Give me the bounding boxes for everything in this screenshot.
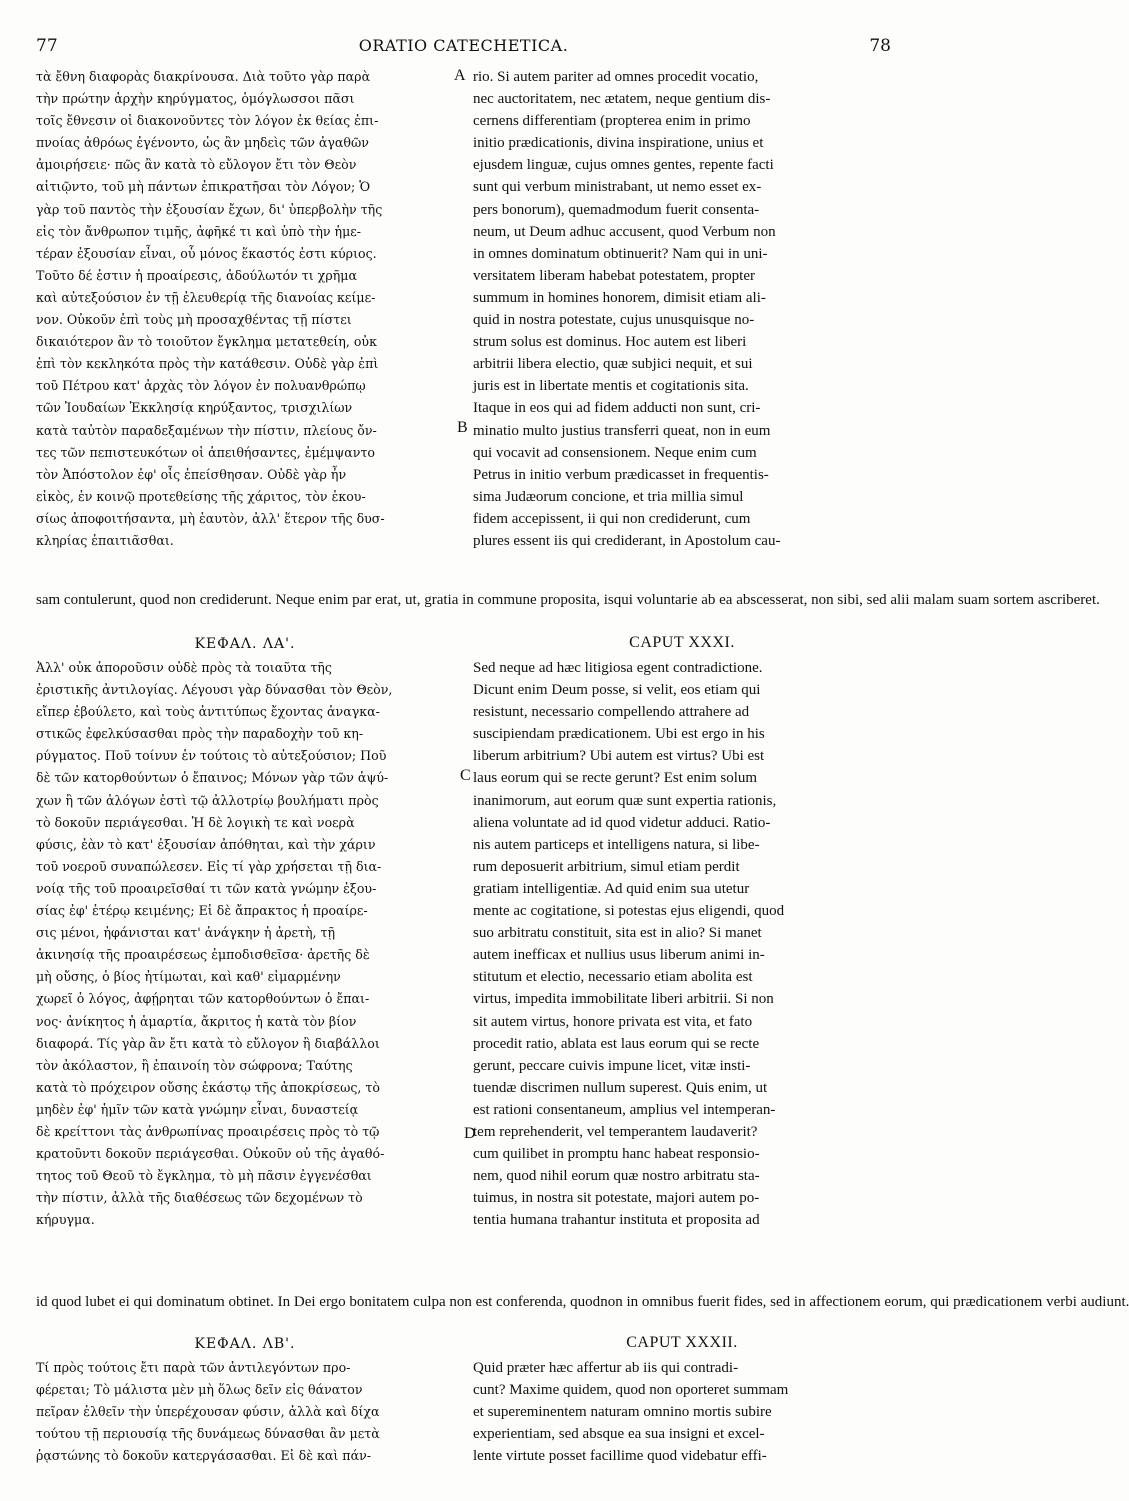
margin-letter-b: B bbox=[457, 419, 468, 436]
latin-text-line: liberum arbitrium? Ubi autem est virtus? Ubi est bbox=[473, 748, 765, 765]
margin-letter-a: A bbox=[454, 67, 466, 84]
margin-letter-c: C bbox=[460, 767, 471, 784]
chapter-heading-greek-31: ΚΕΦΑΛ. ΛΑ'. bbox=[194, 636, 296, 652]
greek-text-line: δικαιότερον ἂν τὸ τοιοῦτον ἔγκλημα μετατεθείη, οὐκ bbox=[36, 334, 377, 350]
greek-text-line: ἀκινησίᾳ τῆς προαιρέσεως ἐμποδισθεῖσα· ἀρετῆς δὲ bbox=[36, 947, 370, 963]
latin-text-line: experientiam, sed absque ea sua insigni et excel- bbox=[473, 1426, 765, 1443]
latin-text-line: tuendæ discrimen nullum superest. Quis enim, ut bbox=[473, 1079, 768, 1096]
latin-text-line: cunt? Maxime quidem, quod non oporteret summam bbox=[473, 1382, 789, 1399]
margin-letter-d: D bbox=[464, 1125, 476, 1142]
latin-text-line: quid in nostra potestate, cujus unusquisque no- bbox=[473, 312, 755, 329]
latin-text-line: summum in homines honorem, dimisit etiam ali- bbox=[473, 289, 766, 306]
greek-text-line: Τί πρὸς τούτοις ἔτι παρὰ τῶν ἀντιλεγόντων προ- bbox=[36, 1360, 351, 1375]
greek-text-line: στικῶς ἐφελκύσασθαι πρὸς τὴν παραδοχὴν τοῦ κη- bbox=[36, 726, 364, 742]
latin-text-line: lente virtute posset facillime quod videbatur effi- bbox=[473, 1448, 767, 1465]
greek-text-line: χων ἢ τῶν ἀλόγων ἐστὶ τῷ ἀλλοτρίῳ βουλήματι πρὸς bbox=[36, 792, 379, 808]
latin-text-line: Dicunt enim Deum posse, si velit, eos etiam qui bbox=[473, 682, 761, 699]
greek-text-line: ρύγματος. Ποῦ τοίνυν ἐν τούτοις τὸ αὐτεξούσιον; Ποῦ bbox=[36, 748, 387, 764]
greek-text-line: μηδὲν ἐφ' ἡμῖν τῶν κατὰ γνώμην εἶναι, δυναστείᾳ bbox=[36, 1101, 359, 1117]
greek-text-line: ἐπὶ τὸν κεκληκότα πρὸς τὴν κατάθεσιν. Οὐδὲ γὰρ ἐπὶ bbox=[36, 356, 379, 372]
latin-text-line: sunt qui verbum ministrabant, ut nemo esset ex- bbox=[473, 179, 762, 196]
latin-text-line: sima Judæorum concione, et tria millia simul bbox=[473, 488, 744, 505]
greek-text-line: ῥᾳστώνης τὸ δοκοῦν κατεργάσασθαι. Εἰ δὲ καὶ πάν- bbox=[36, 1448, 372, 1464]
latin-text-line: arbitrii libera electio, quæ subjici nequit, et sui bbox=[473, 356, 753, 373]
latin-text-line: versitatem liberam habebat potestatem, propter bbox=[473, 267, 755, 284]
greek-text-line: τοῖς ἔθνεσιν οἱ διακονοῦντες τὸν λόγον ἐκ θείας ἐπι- bbox=[36, 113, 379, 129]
greek-text-line: τὸν ἀκόλαστον, ἢ ἐπαινοίη τὸν σώφρονα; Ταύτης bbox=[36, 1057, 353, 1073]
greek-text-line: σίως ἀποφοιτήσαντα, μὴ ἑαυτὸν, ἀλλ' ἕτερον τῆς δυσ- bbox=[36, 510, 385, 526]
greek-text-line: τὴν πίστιν, ἀλλὰ τῆς διαθέσεως τῶν δεχομένων τὸ bbox=[36, 1190, 363, 1206]
greek-text-line: τέραν ἐξουσίαν εἶναι, οὗ μόνος ἕκαστός ἐστι κύριος. bbox=[36, 245, 377, 261]
latin-text-line: laus eorum qui se recte gerunt? Est enim solum bbox=[473, 770, 758, 787]
latin-text-line: rum deposuerit arbitrium, simul etiam perdit bbox=[473, 858, 740, 875]
greek-text-line: κατὰ τὸ πρόχειρον οὔσης ἑκάστῳ τῆς ἀποκρίσεως, τὸ bbox=[36, 1079, 380, 1095]
greek-text-line: τοῦ Πέτρου κατ' ἀρχὰς τὸν λόγον ἐν πολυανθρώπῳ bbox=[36, 378, 366, 394]
greek-text-line: τούτου τῇ περιουσίᾳ τῆς δυνάμεως δύνασθαι ἂν μετὰ bbox=[36, 1426, 380, 1442]
latin-text-line: non in omnibus fuerit fides, sed in affectionem eorum, qui prædicationem verbi audiunt. bbox=[600, 1294, 1129, 1310]
latin-text-line: Quid præter hæc affertur ab iis qui contradi- bbox=[473, 1360, 739, 1376]
page-number-left: 77 bbox=[36, 36, 58, 56]
latin-text-line: virtus, impedita immobilitate liberi arbitrii. Si non bbox=[473, 991, 774, 1008]
latin-text-line: autem inefficax et nullius usus liberum animi in- bbox=[473, 947, 765, 964]
latin-text-line: sit autem virtus, honore privata est vita, et fato bbox=[473, 1013, 753, 1030]
greek-text-line: κήρυγμα. bbox=[36, 1212, 95, 1228]
greek-text-line: τὸν Ἀπόστολον ἐφ' οἷς ἐπείσθησαν. Οὐδὲ γὰρ ἦν bbox=[36, 466, 347, 482]
greek-text-line: τῶν Ἰουδαίων Ἐκκλησίᾳ κηρύξαντος, τρισχιλίων bbox=[36, 400, 353, 416]
running-title: ORATIO CATECHETICA. bbox=[358, 36, 569, 55]
greek-text-line: κληρίας ἐπαιτιᾶσθαι. bbox=[36, 532, 174, 548]
latin-text-line: qui vocavit ad consensionem. Neque enim cum bbox=[473, 444, 757, 461]
greek-text-line: καὶ αὐτεξούσιον ἐν τῇ ἐλευθερίᾳ τῆς διανοίας κείμε- bbox=[36, 289, 376, 305]
latin-text-line: strum solus est dominus. Hoc autem est liberi bbox=[473, 334, 747, 351]
full-width-latin-1 bbox=[36, 589, 1100, 611]
greek-text-line: εἰκὸς, ἐν κοινῷ προτεθείσης τῆς χάριτος, τὸν ἑκου- bbox=[36, 488, 366, 504]
greek-text-line: Τοῦτο δέ ἐστιν ἡ προαίρεσις, ἀδούλωτόν τι χρῆμα bbox=[36, 267, 357, 283]
latin-text-line: minatio multo justius transferri queat, non in eum bbox=[473, 422, 771, 439]
latin-text-line: et supereminentem naturam omnino mortis subire bbox=[473, 1404, 772, 1421]
greek-text-line: γὰρ τοῦ παντὸς τὴν ἐξουσίαν ἔχων, δι' ὑπερβολὴν τῆς bbox=[36, 201, 383, 217]
greek-text-line: τὰ ἔθνη διαφορὰς διακρίνουσα. Διὰ τοῦτο γὰρ παρὰ bbox=[36, 69, 371, 84]
latin-text-line: tem reprehenderit, vel temperantem laudaverit? bbox=[473, 1123, 758, 1140]
greek-text-line: πεῖραν ἐλθεῖν τὴν ὑπερέχουσαν φύσιν, ἀλλὰ καὶ δίχα bbox=[36, 1404, 380, 1420]
latin-text-line: resistunt, necessario compellendo attrahere ad bbox=[473, 704, 750, 721]
latin-text-line: rio. Si autem pariter ad omnes procedit vocatio, bbox=[473, 69, 759, 85]
greek-column-3 bbox=[36, 1357, 454, 1467]
greek-text-line: σίας ἐφ' ἑτέρῳ κειμένης; Εἰ δὲ ἄπρακτος ἡ προαίρε- bbox=[36, 903, 368, 919]
latin-text-line: est rationi consentaneum, amplius vel intemperan- bbox=[473, 1101, 776, 1118]
latin-text-line: inanimorum, aut eorum quæ sunt expertia rationis, bbox=[473, 792, 777, 809]
greek-text-line: τὸ δοκοῦν περιάγεσθαι. Ἡ δὲ λογικὴ τε καὶ νοερὰ bbox=[36, 814, 355, 830]
latin-text-line: neum, ut Deum adhuc accusent, quod Verbum non bbox=[473, 223, 776, 240]
greek-text-line: νος· ἀνίκητος ἡ ἁμαρτία, ἄκριτος ἡ κατὰ τὸν βίον bbox=[36, 1013, 357, 1029]
greek-text-line: αἰτιῷντο, τοῦ μὴ πάντων ἐπικρατῆσαι τὸν Λόγον; Ὁ bbox=[36, 179, 371, 195]
latin-column-2 bbox=[473, 657, 891, 1231]
greek-text-line: φέρεται; Τὸ μάλιστα μὲν μὴ ὅλως δεῖν εἰς θάνατον bbox=[36, 1382, 363, 1398]
greek-text-line: κρατοῦντι δοκοῦν περιάγεσθαι. Οὐκοῦν οὐ τῆς ἀγαθό- bbox=[36, 1146, 385, 1162]
latin-text-line: gerunt, peccare cuivis impune licet, vitæ insti- bbox=[473, 1057, 751, 1074]
latin-text-line: plures essent iis qui crediderant, in Apostolum cau- bbox=[473, 532, 781, 549]
latin-text-line: Sed neque ad hæc litigiosa egent contradictione. bbox=[473, 660, 763, 676]
latin-text-line: initio prædicationis, divina inspiratione, unius et bbox=[473, 135, 764, 152]
greek-text-line: τοῦ νοεροῦ συναπώλεσεν. Εἰς τί γὰρ χρήσεται τῇ δια- bbox=[36, 858, 382, 874]
latin-text-line: cum quilibet in promptu hanc habeat responsio- bbox=[473, 1146, 760, 1163]
greek-column-2 bbox=[36, 657, 454, 1231]
latin-column-3 bbox=[473, 1357, 891, 1467]
latin-text-line: nem, quod nihil eorum quæ nostro arbitratu sta- bbox=[473, 1168, 760, 1185]
greek-text-line: δὲ τῶν κατορθούντων ὁ ἔπαινος; Μόνων γὰρ τῶν ἀψύ- bbox=[36, 770, 389, 786]
full-width-latin-2 bbox=[36, 1291, 1129, 1313]
greek-text-line: εἰς τὸν ἄνθρωπον τιμῆς, ἀφῆκέ τι καὶ ὑπὸ τὴν ἡμε- bbox=[36, 223, 362, 239]
page-header bbox=[36, 36, 891, 60]
greek-text-line: εἴπερ ἐβούλετο, καὶ τοὺς ἀντιτύπως ἔχοντας ἀναγκα- bbox=[36, 704, 380, 720]
latin-text-line: id quod lubet ei qui dominatum obtinet. In Dei ergo bonitatem culpa non est conferenda, quod bbox=[36, 1294, 601, 1310]
latin-text-line: procedit ratio, ablata est laus eorum qui se recte bbox=[473, 1035, 760, 1052]
chapter-heading-latin-32: CAPUT XXXII. bbox=[626, 1334, 738, 1351]
greek-text-line: δὲ κρείττονι τὰς ἀνθρωπίνας προαιρέσεις πρὸς τὸ τῷ bbox=[36, 1123, 380, 1139]
greek-text-line: διαφορά. Τίς γὰρ ἂν ἔτι κατὰ τὸ εὔλογον ἢ διαβάλλοι bbox=[36, 1035, 380, 1051]
latin-text-line: sam contulerunt, quod non crediderunt. Neque enim par erat, ut, gratia in commune proposita, is bbox=[36, 592, 614, 608]
latin-text-line: fidem accepissent, ii qui non crediderunt, cum bbox=[473, 510, 751, 527]
latin-text-line: juris est in libertate mentis et cogitationis sita. bbox=[473, 378, 749, 395]
greek-column-1 bbox=[36, 66, 454, 552]
latin-text-line: suscipiendam prædicationem. Ubi est ergo in his bbox=[473, 726, 765, 743]
greek-text-line: τὴν πρώτην ἀρχὴν κηρύγματος, ὁμόγλωσσοι πᾶσι bbox=[36, 91, 355, 107]
greek-text-line: ἐριστικῆς ἀντιλογίας. Λέγουσι γὰρ δύνασθαι τὸν Θεὸν, bbox=[36, 682, 393, 698]
latin-text-line: tentia humana trahantur instituta et proposita ad bbox=[473, 1212, 760, 1229]
greek-text-line: πνοίας ἀθρόως ἐγένοντο, ὡς ἂν μηδεὶς τῶν ἀγαθῶν bbox=[36, 135, 369, 151]
latin-text-line: Itaque in eos qui ad fidem adducti non sunt, cri- bbox=[473, 400, 761, 417]
latin-text-line: stitutum et electio, necessario etiam abolita est bbox=[473, 969, 753, 986]
chapter-heading-latin-31: CAPUT XXXI. bbox=[629, 634, 735, 651]
greek-text-line: Ἀλλ' οὐκ ἀποροῦσιν οὐδὲ πρὸς τὰ τοιαῦτα τῆς bbox=[36, 660, 332, 675]
greek-text-line: χωρεῖ ὁ λόγος, ἀφῄρηται τῶν κατορθούντων ὁ ἔπαι- bbox=[36, 991, 370, 1007]
greek-text-line: σις μένοι, ἠφάνισται κατ' ἀνάγκην ἡ ἀρετὴ, τῇ bbox=[36, 925, 336, 941]
latin-text-line: suo arbitratu constituit, sita est in alio? Si manet bbox=[473, 925, 762, 942]
latin-text-line: ejusdem linguæ, cujus omnes gentes, repente facti bbox=[473, 157, 774, 174]
latin-text-line: pers bonorum), quemadmodum fuerit consenta- bbox=[473, 201, 760, 218]
latin-text-line: qui voluntarie ab ea abscesserat, non sibi, sed alii malam suam sortem ascriberet. bbox=[613, 592, 1100, 608]
latin-text-line: aliena voluntate ad id quod videtur adduci. Ratio- bbox=[473, 814, 771, 831]
greek-text-line: μὴ οὔσης, ὁ βίος ἠτίμωται, καὶ καθ' εἱμαρμένην bbox=[36, 969, 341, 985]
chapter-heading-greek-32: ΚΕΦΑΛ. ΛΒ'. bbox=[194, 1336, 296, 1352]
latin-text-line: mente ac cogitatione, si potestas ejus eligendi, quod bbox=[473, 903, 785, 920]
latin-text-line: gratiam intelligentiæ. Ad quid enim sua utetur bbox=[473, 880, 750, 897]
page-number-right: 78 bbox=[869, 36, 891, 56]
greek-text-line: φύσις, ἐὰν τὸ κατ' ἐξουσίαν ἀπόθηται, καὶ τὴν χάριν bbox=[36, 836, 376, 852]
latin-column-1 bbox=[473, 66, 891, 552]
latin-text-line: nec auctoritatem, nec ætatem, neque gentium dis- bbox=[473, 91, 771, 108]
greek-text-line: τητος τοῦ Θεοῦ τὸ ἔγκλημα, τὸ μὴ πᾶσιν ἐγγενέσθαι bbox=[36, 1168, 372, 1184]
latin-text-line: in omnes dominatum obtinuerit? Nam qui in uni- bbox=[473, 245, 768, 262]
latin-text-line: cernens differentiam (propterea enim in primo bbox=[473, 113, 751, 130]
latin-text-line: nis autem particeps et intelligens natura, si libe- bbox=[473, 836, 760, 853]
latin-text-line: tuimus, in nostra sit potestate, majori autem po- bbox=[473, 1190, 760, 1207]
greek-text-line: νοίᾳ τῆς τοῦ προαιρεῖσθαί τι τῶν κατὰ γνώμην ἐξου- bbox=[36, 880, 377, 896]
greek-text-line: ἀμοιρήσειε· πῶς ἂν κατὰ τὸ εὔλογον ἔτι τὸν Θεὸν bbox=[36, 157, 357, 173]
greek-text-line: τες τῶν πεπιστευκότων οἱ ἀπειθήσαντες, ἐμέμψαντο bbox=[36, 444, 375, 460]
greek-text-line: κατὰ ταὐτὸν παραδεξαμένων τὴν πίστιν, πλείους ὄν- bbox=[36, 422, 377, 438]
greek-text-line: νον. Οὐκοῦν ἐπὶ τοὺς μὴ προσαχθέντας τῇ πίστει bbox=[36, 312, 352, 328]
latin-text-line: Petrus in initio verbum prædicasset in frequentis- bbox=[473, 466, 769, 483]
